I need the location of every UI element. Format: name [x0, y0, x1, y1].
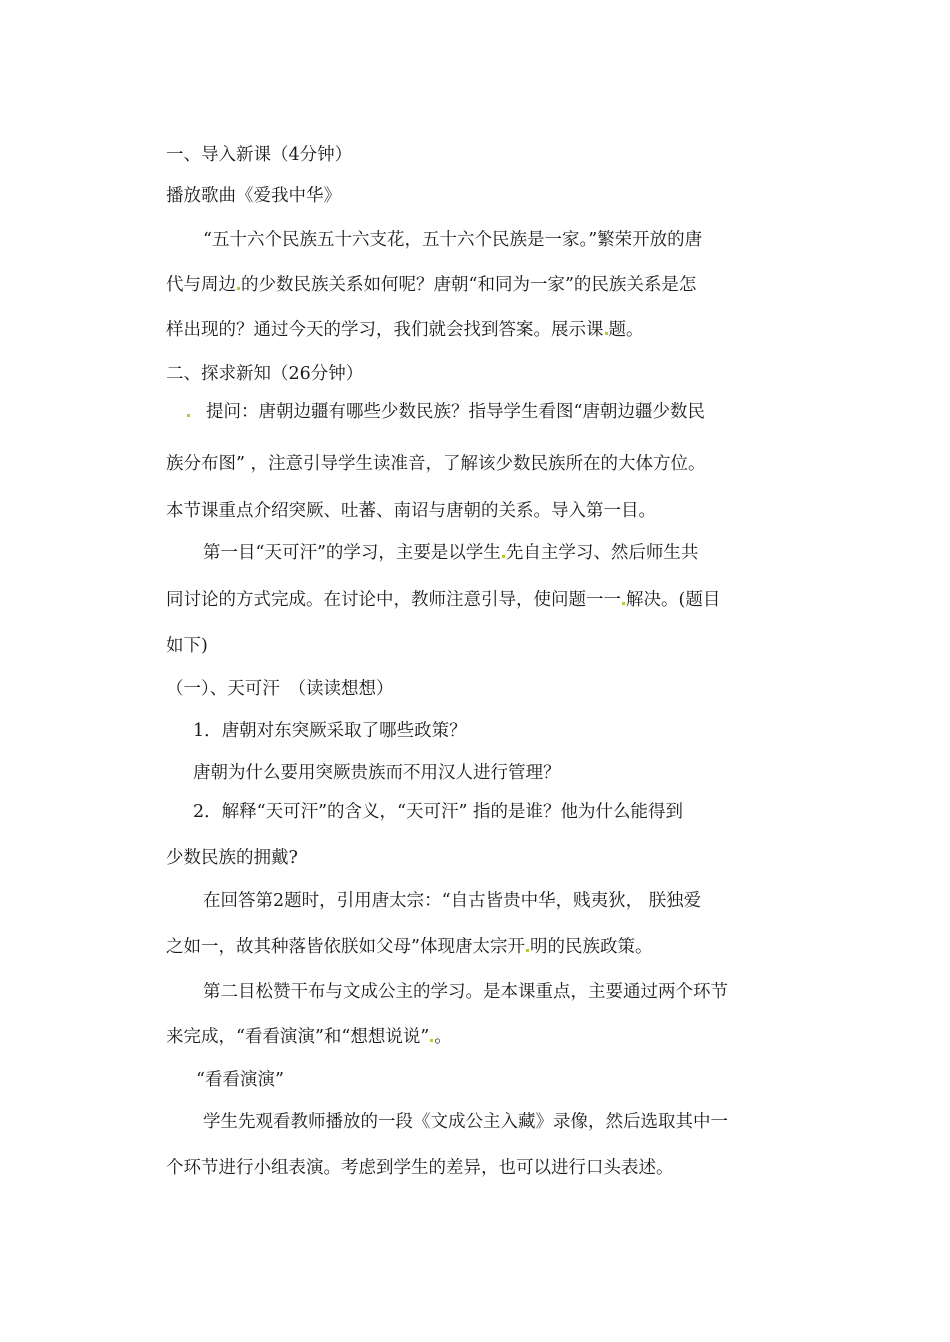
text-segment: 之如一，故其种落皆依朕如父母”体现唐太宗开: [166, 937, 525, 957]
text-segment: 同讨论的方式完成。在讨论中，教师注意引导，使问题一一: [166, 590, 621, 610]
paragraph-line: [166, 318, 644, 342]
paragraph-line: 学生先观看教师播放的一段《文成公主入藏》录像，然后选取其中一: [203, 1112, 728, 1132]
mark-dot-icon: [502, 555, 505, 558]
paragraph-line: [203, 541, 698, 565]
text-segment: 的少数民族关系如何呢？唐朝“和同为一家”的民族关系是怎: [241, 275, 697, 295]
paragraph-line: 本节课重点介绍突厥、吐蕃、南诏与唐朝的关系。导入第一目。: [166, 501, 656, 521]
text-segment: 解决。(题目: [626, 590, 721, 610]
question-line: 1．唐朝对东突厥采取了哪些政策？: [193, 721, 467, 741]
text-segment: 题。: [608, 320, 644, 340]
heading-intro: 一、导入新课（4分钟）: [166, 145, 353, 165]
paragraph-line: 第二目松赞干布与文成公主的学习。是本课重点，主要通过两个环节: [203, 982, 728, 1002]
paragraph-line: [186, 400, 705, 424]
mark-dot-icon: [430, 1039, 433, 1042]
song-line: 播放歌曲《爱我中华》: [166, 186, 341, 206]
text-segment: 先自主学习、然后师生共: [505, 543, 699, 563]
question-line: 2．解释“天可汗”的含义，“天可汗” 指的是谁？他为什么能得到: [193, 802, 683, 822]
paragraph-line: [166, 273, 696, 297]
paragraph-line: “五十六个民族五十六支花，五十六个民族是一家。”繁荣开放的唐: [203, 230, 703, 250]
paragraph-line: 在回答第2题时，引用唐太宗：“自古皆贵中华，贱夷狄， 朕独爱: [203, 891, 702, 911]
question-line: 唐朝为什么要用突厥贵族而不用汉人进行管理？: [193, 763, 561, 783]
paragraph-line: 个环节进行小组表演。考虑到学生的差异，也可以进行口头表述。: [166, 1158, 674, 1178]
text-segment: 提问：唐朝边疆有哪些少数民族？指导学生看图“唐朝边疆少数民: [206, 402, 705, 422]
paragraph-line: 如下): [166, 636, 208, 656]
mark-dot-icon: [605, 332, 608, 335]
mark-dot-icon: [526, 949, 529, 952]
sub-heading: “看看演演”: [196, 1070, 284, 1090]
text-segment: 代与周边: [166, 275, 236, 295]
mark-dot-icon: [622, 602, 625, 605]
paragraph-line: [166, 935, 652, 959]
paragraph-line: [166, 1025, 452, 1049]
heading-explore: 二、探求新知（26分钟）: [166, 364, 364, 384]
text-segment: 第一目“天可汗”的学习，主要是以学生: [203, 543, 501, 563]
text-segment: 明的民族政策。: [529, 937, 653, 957]
mark-dot-icon: [187, 414, 190, 417]
text-segment: 样出现的？通过今天的学习，我们就会找到答案。展示课: [166, 320, 604, 340]
text-segment: 来完成，“看看演演”和“想想说说”: [166, 1027, 430, 1047]
paragraph-line: 族分布图” ，注意引导学生读准音，了解该少数民族所在的大体方位。: [166, 454, 706, 474]
sub-heading: （一）、天可汗 （读读想想）: [166, 679, 394, 699]
mark-dot-icon: [237, 287, 240, 290]
paragraph-line: [166, 588, 720, 612]
question-line: 少数民族的拥戴?: [166, 848, 298, 868]
text-segment: 。: [434, 1027, 452, 1047]
